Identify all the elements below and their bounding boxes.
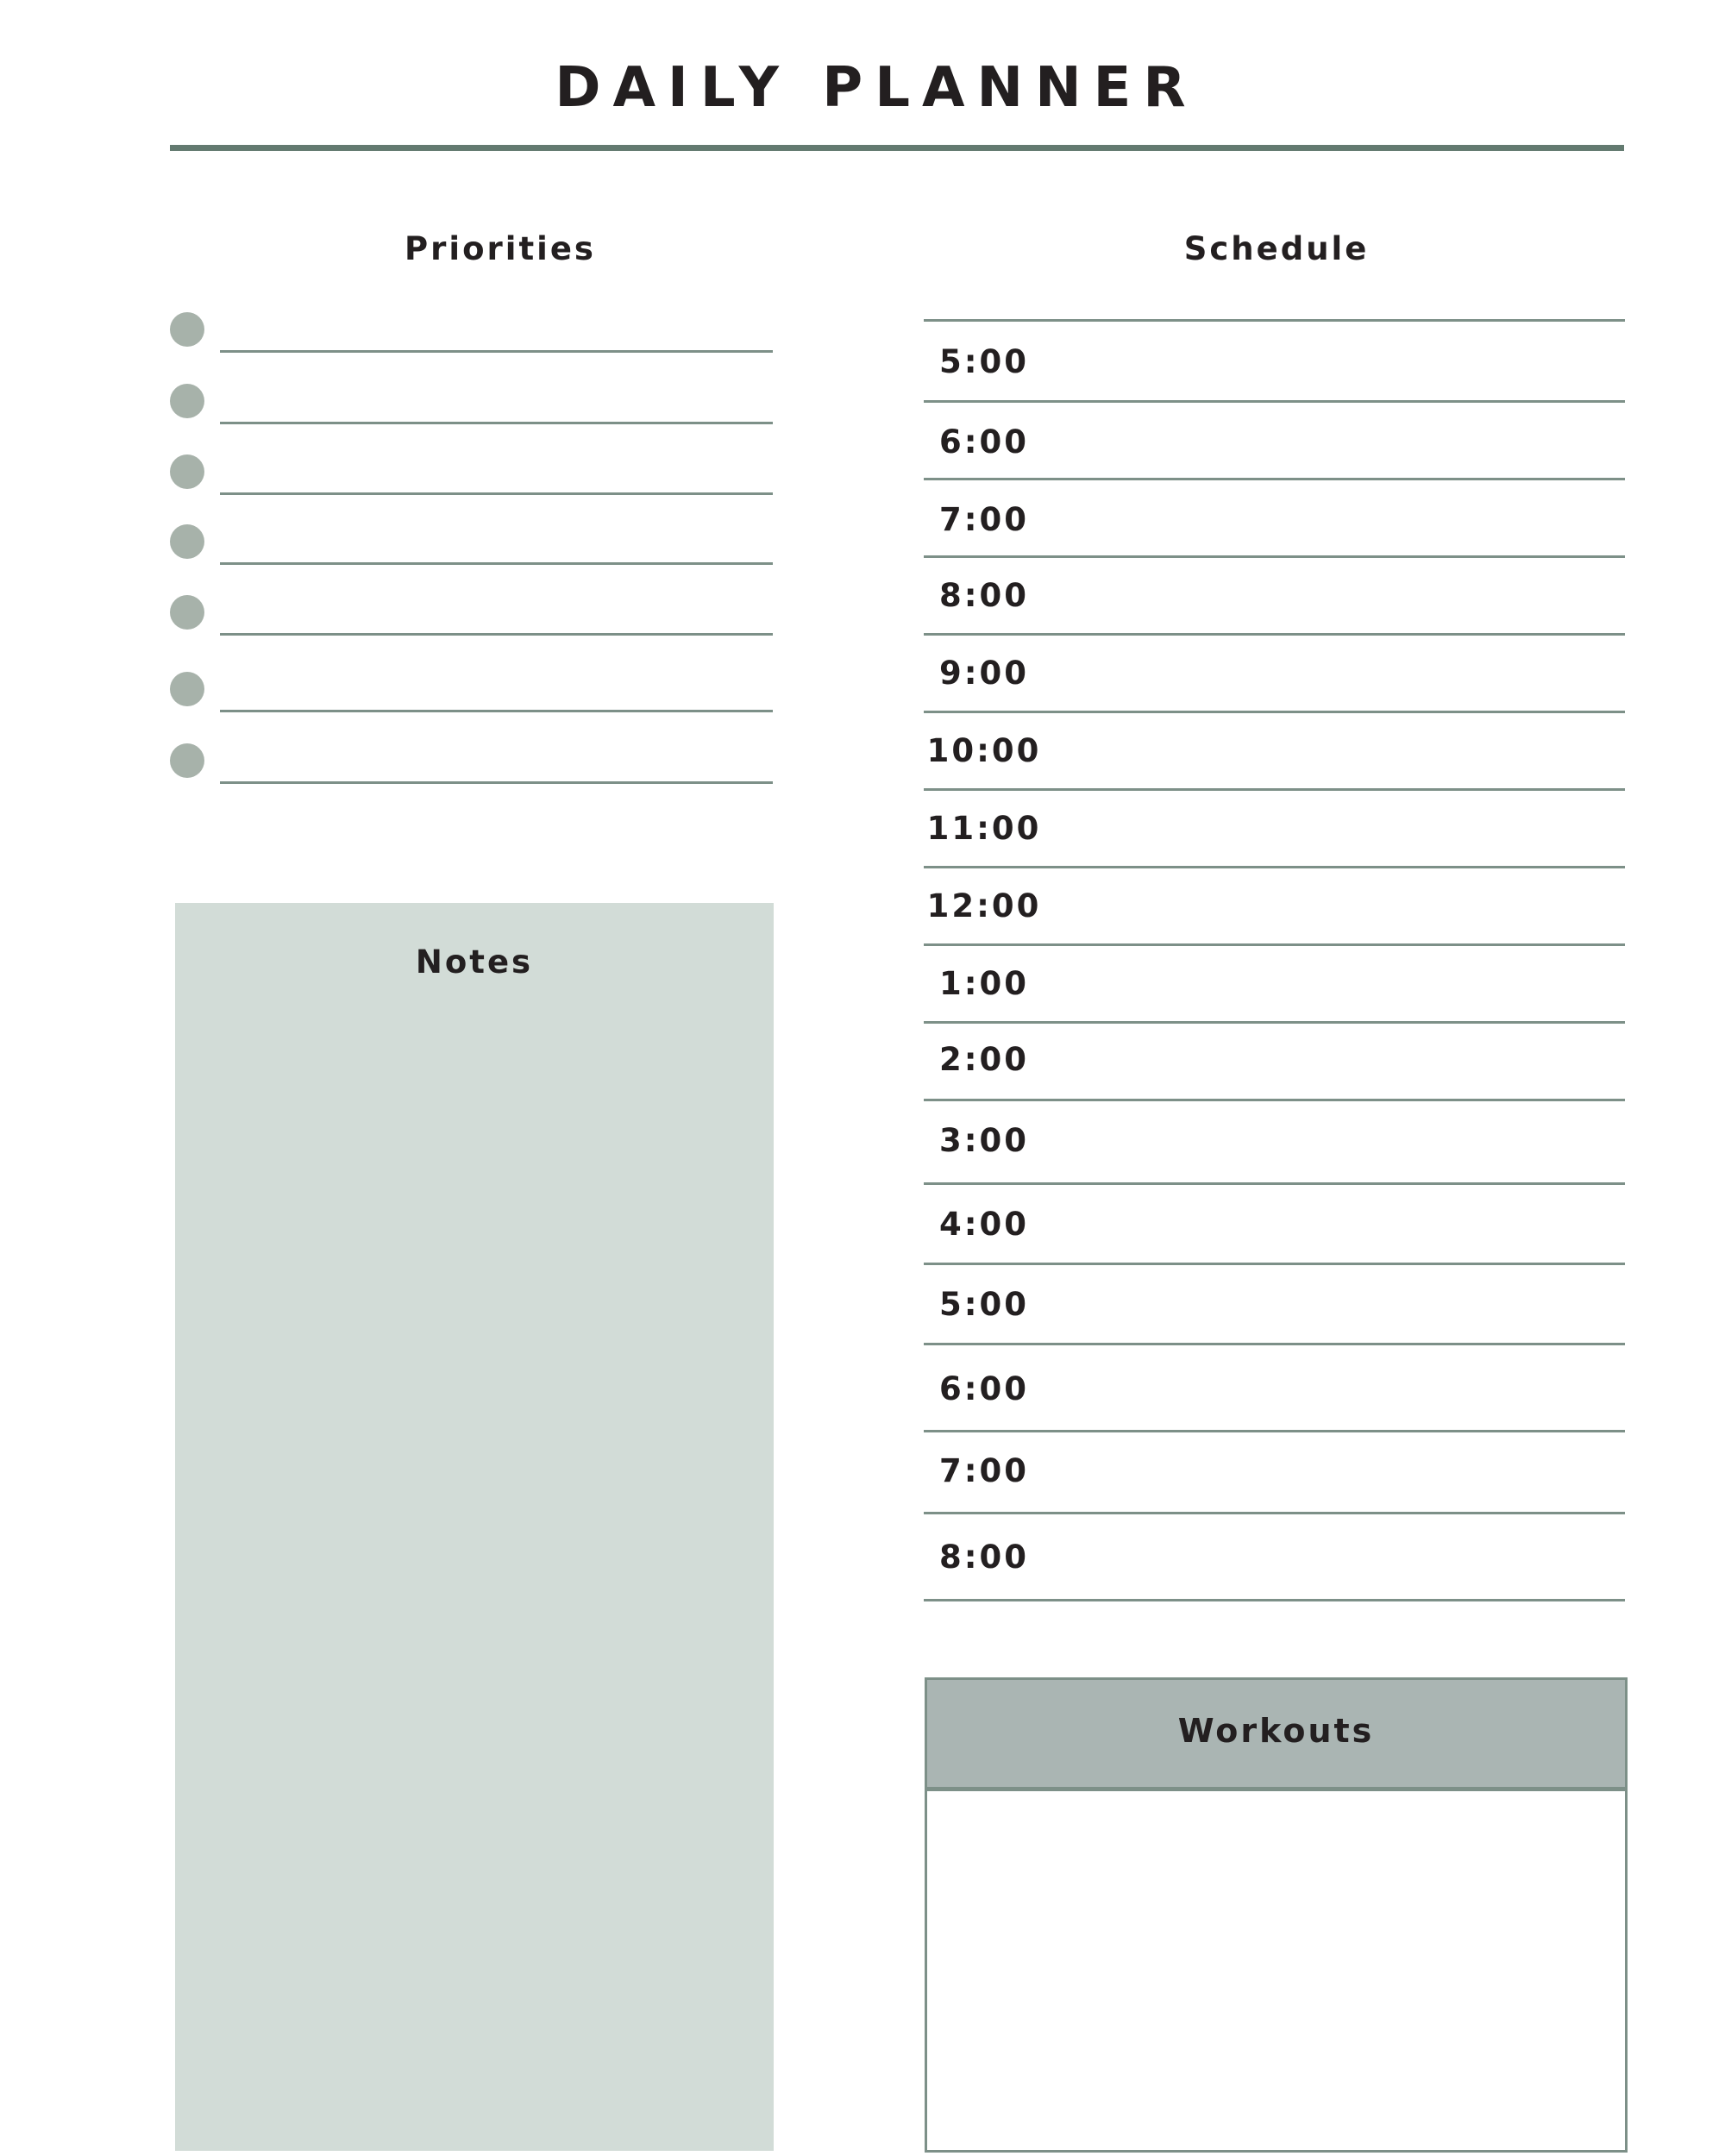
- workouts-panel[interactable]: [925, 1677, 1628, 2153]
- priority-writing-line[interactable]: [220, 422, 773, 424]
- schedule-row[interactable]: [924, 403, 1625, 480]
- schedule-heading: Schedule: [1183, 230, 1370, 267]
- schedule-time: 3:00: [938, 1122, 1030, 1159]
- bullet-icon: [170, 312, 204, 347]
- priority-writing-line[interactable]: [220, 492, 773, 495]
- priority-writing-line[interactable]: [220, 710, 773, 712]
- bullet-icon: [170, 454, 204, 489]
- priority-item: [170, 373, 774, 413]
- schedule-row[interactable]: [924, 791, 1625, 868]
- page-title: DAILY PLANNER: [555, 56, 1198, 120]
- schedule-time: 6:00: [938, 1370, 1030, 1407]
- workouts-header: [927, 1680, 1625, 1791]
- title-divider: [170, 145, 1624, 151]
- priority-item: [170, 514, 774, 554]
- priorities-list: [170, 293, 774, 811]
- schedule-row[interactable]: [924, 1514, 1625, 1601]
- schedule-row[interactable]: [924, 868, 1625, 946]
- schedule-row[interactable]: [924, 1024, 1625, 1101]
- schedule-row[interactable]: [924, 322, 1625, 403]
- schedule-row[interactable]: [924, 636, 1625, 713]
- notes-heading: Notes: [415, 943, 534, 981]
- bullet-icon: [170, 595, 204, 630]
- schedule-row[interactable]: [924, 480, 1625, 558]
- schedule-row[interactable]: [924, 1432, 1625, 1514]
- schedule-time: 5:00: [938, 1286, 1030, 1323]
- priorities-heading: Priorities: [405, 230, 596, 267]
- schedule-divider: [924, 1599, 1625, 1601]
- priority-item: [170, 585, 774, 624]
- schedule-time: 5:00: [938, 343, 1030, 380]
- schedule-time: 1:00: [938, 965, 1030, 1002]
- priority-writing-line[interactable]: [220, 350, 773, 353]
- priority-item: [170, 302, 774, 342]
- bullet-icon: [170, 524, 204, 559]
- notes-panel[interactable]: [175, 903, 774, 2151]
- schedule-time: 11:00: [926, 810, 1042, 847]
- schedule-time: 7:00: [938, 501, 1030, 538]
- schedule-row[interactable]: [924, 713, 1625, 791]
- schedule-time: 12:00: [926, 887, 1042, 924]
- priority-item: [170, 661, 774, 701]
- schedule-time: 7:00: [938, 1452, 1030, 1489]
- priority-writing-line[interactable]: [220, 633, 773, 636]
- bullet-icon: [170, 384, 204, 418]
- schedule-row[interactable]: [924, 1185, 1625, 1265]
- priority-item: [170, 444, 774, 484]
- schedule-row[interactable]: [924, 1265, 1625, 1345]
- priority-item: [170, 733, 774, 773]
- schedule-time: 6:00: [938, 423, 1030, 461]
- priority-writing-line[interactable]: [220, 562, 773, 565]
- schedule-row[interactable]: [924, 1101, 1625, 1185]
- schedule-list: [924, 317, 1625, 1602]
- schedule-time: 10:00: [926, 732, 1042, 769]
- schedule-time: 9:00: [938, 655, 1030, 692]
- schedule-row[interactable]: [924, 946, 1625, 1024]
- bullet-icon: [170, 672, 204, 706]
- schedule-time: 2:00: [938, 1041, 1030, 1078]
- schedule-time: 4:00: [938, 1206, 1030, 1243]
- schedule-row[interactable]: [924, 558, 1625, 636]
- priority-writing-line[interactable]: [220, 781, 773, 784]
- schedule-row[interactable]: [924, 1345, 1625, 1432]
- schedule-time: 8:00: [938, 577, 1030, 614]
- schedule-time: 8:00: [938, 1539, 1030, 1576]
- workouts-heading: Workouts: [1177, 1712, 1375, 1750]
- bullet-icon: [170, 743, 204, 778]
